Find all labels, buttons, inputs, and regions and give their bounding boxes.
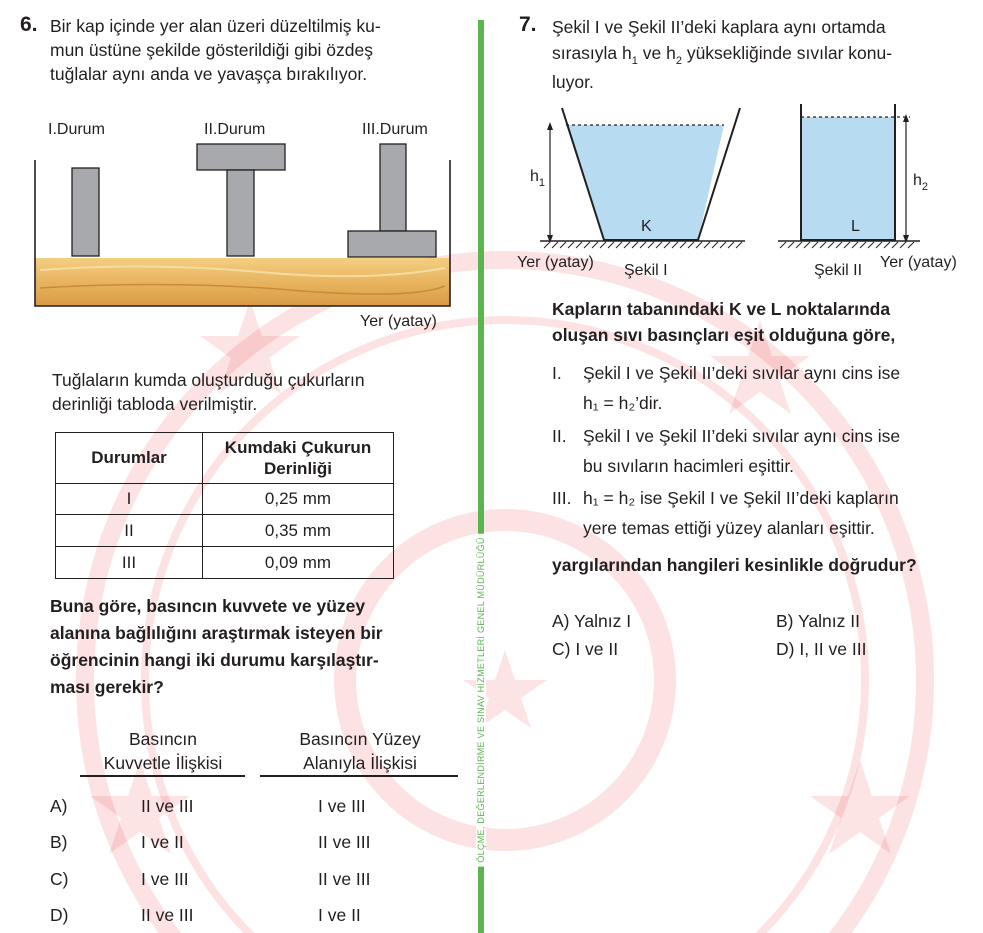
table-cell-case: II bbox=[56, 515, 203, 547]
question-6-number: 6. bbox=[20, 13, 38, 36]
sand-container-figure bbox=[30, 140, 455, 312]
h2-label-main: h bbox=[913, 172, 922, 189]
table-header-depth bbox=[203, 433, 394, 484]
table-intro bbox=[52, 368, 365, 416]
q6-line-3: tuğlalar aynı anda ve yavaşça bırakılıyor. bbox=[50, 64, 368, 84]
question-6-prompt bbox=[50, 593, 383, 701]
table-intro-line-1: Tuğlaların kumda oluşturduğu çukurların bbox=[52, 370, 365, 390]
answer-header-area-line-2: Alanıyla İlişkisi bbox=[303, 753, 417, 773]
ground-right-label: Yer (yatay) bbox=[880, 254, 957, 271]
q7-line-2-part-a: sırasıyla h bbox=[552, 43, 632, 63]
liquid-fill-2 bbox=[801, 117, 895, 240]
h1-label-sub: 1 bbox=[538, 177, 546, 189]
statement-3-line-1: h₁ = h₂ ise Şekil I ve Şekil II’deki kapların bbox=[583, 488, 899, 508]
q7-option-b[interactable]: B) Yalnız II bbox=[776, 611, 860, 631]
answer-header-force-line-1: Basıncın bbox=[128, 729, 198, 749]
q7-option-d[interactable]: D) I, II ve III bbox=[776, 639, 867, 659]
brick-case-2-top bbox=[197, 144, 285, 170]
answer-header-force bbox=[82, 727, 244, 775]
table-intro-line-2: derinliği tabloda verilmiştir. bbox=[52, 394, 258, 414]
q7-line-2-part-b: ve h bbox=[637, 43, 676, 63]
q7-condition-line-2: oluşan sıvı basınçları eşit olduğuna göre, bbox=[552, 325, 896, 345]
table-cell-case: I bbox=[56, 484, 203, 515]
option-letter: C) bbox=[50, 869, 69, 889]
statement-2-line-1: Şekil I ve Şekil II’deki sıvılar aynı cins ise bbox=[583, 426, 901, 446]
table-row bbox=[56, 484, 394, 515]
table-cell-case: III bbox=[56, 547, 203, 579]
table-header-cases: Durumlar bbox=[56, 433, 203, 484]
option-force-value: I ve III bbox=[141, 869, 189, 889]
q7-line-3: luyor. bbox=[552, 72, 594, 92]
option-area-value: I ve III bbox=[318, 796, 366, 816]
table-header-depth-line-1: Kumdaki Çukurun bbox=[224, 438, 372, 457]
option-force-value: II ve III bbox=[141, 905, 194, 925]
statement-2-line-2: bu sıvıların hacimleri eşittir. bbox=[583, 456, 795, 476]
table-header-depth-line-2: Derinliği bbox=[263, 459, 332, 478]
answer-header-area-line-1: Basıncın Yüzey bbox=[299, 729, 421, 749]
statement-3-number: III. bbox=[552, 488, 572, 508]
option-letter: B) bbox=[50, 832, 68, 852]
q6-prompt-line-3: öğrencinin hangi iki durumu karşılaştır- bbox=[50, 650, 379, 670]
sand-layer bbox=[35, 258, 450, 306]
point-l-label: L bbox=[851, 218, 860, 235]
option-letter: D) bbox=[50, 905, 69, 925]
answer-option-d[interactable] bbox=[50, 903, 450, 929]
q7-line-2 bbox=[552, 40, 892, 69]
statement-3 bbox=[552, 483, 899, 543]
question-7-text bbox=[552, 14, 892, 95]
depth-table bbox=[55, 432, 394, 579]
option-force-value: II ve III bbox=[141, 796, 194, 816]
statement-3-line-2: yere temas ettiği yüzey alanları eşittir. bbox=[583, 518, 875, 538]
option-letter: A) bbox=[50, 796, 68, 816]
option-area-value: I ve II bbox=[318, 905, 361, 925]
question-7-condition bbox=[552, 296, 895, 348]
ground-left-label: Yer (yatay) bbox=[517, 254, 594, 271]
q7-line-1: Şekil I ve Şekil II’deki kaplara aynı ortamda bbox=[552, 17, 886, 37]
question-7-prompt: yargılarından hangileri kesinlikle doğrudur? bbox=[552, 555, 917, 575]
answer-option-a[interactable] bbox=[50, 794, 450, 820]
h2-subscript: 2 bbox=[675, 55, 682, 67]
statement-2 bbox=[552, 421, 900, 481]
q6-line-1: Bir kap içinde yer alan üzeri düzeltilmiş ku- bbox=[50, 16, 381, 36]
statement-1 bbox=[552, 358, 900, 418]
q6-line-2: mun üstüne şekilde gösterildiği gibi özdeş bbox=[50, 40, 373, 60]
statement-1-number: I. bbox=[552, 363, 562, 383]
ground-label: Yer (yatay) bbox=[360, 313, 437, 330]
answer-header-force-underline bbox=[80, 775, 245, 777]
h2-label bbox=[913, 172, 929, 193]
figure-2-caption: Şekil II bbox=[814, 262, 863, 279]
statement-1-line-2: h₁ = h₂’dir. bbox=[583, 393, 663, 413]
answer-header-area-underline bbox=[260, 775, 458, 777]
statement-1-line-1: Şekil I ve Şekil II’deki sıvılar aynı cins ise bbox=[583, 363, 901, 383]
h1-label-main: h bbox=[530, 168, 539, 185]
answer-option-c[interactable] bbox=[50, 867, 450, 893]
h1-label bbox=[530, 168, 546, 189]
table-cell-depth: 0,35 mm bbox=[203, 515, 394, 547]
answer-header-force-line-2: Kuvvetle İlişkisi bbox=[103, 753, 223, 773]
h2-label-sub: 2 bbox=[921, 181, 929, 193]
divider-text: ÖLÇME, DEĞERLENDİRME VE SINAV HİZMETLERİ GENEL MÜDÜRLÜĞÜ bbox=[476, 533, 486, 866]
answer-header-area bbox=[262, 727, 458, 775]
statement-2-number: II. bbox=[552, 426, 567, 446]
option-area-value: II ve III bbox=[318, 832, 371, 852]
case-1-label: I.Durum bbox=[48, 121, 105, 138]
q6-prompt-line-4: ması gerekir? bbox=[50, 677, 164, 697]
table-cell-depth: 0,09 mm bbox=[203, 547, 394, 579]
q6-prompt-line-1: Buna göre, basıncın kuvvete ve yüzey bbox=[50, 596, 366, 616]
h1-subscript: 1 bbox=[631, 55, 638, 67]
table-row bbox=[56, 515, 394, 547]
figure-1-caption: Şekil I bbox=[624, 262, 668, 279]
option-area-value: II ve III bbox=[318, 869, 371, 889]
answer-option-b[interactable] bbox=[50, 830, 450, 856]
figure-2-rectangle-container bbox=[770, 100, 930, 250]
point-k-label: K bbox=[641, 218, 652, 235]
case-2-label: II.Durum bbox=[204, 121, 266, 138]
brick-case-3-top bbox=[380, 144, 406, 231]
q7-option-a[interactable]: A) Yalnız I bbox=[552, 611, 632, 631]
q6-prompt-line-2: alanına bağlılığını araştırmak isteyen bir bbox=[50, 623, 383, 643]
question-6-text bbox=[50, 14, 381, 86]
brick-case-2-bottom bbox=[227, 170, 254, 256]
brick-case-1 bbox=[72, 168, 99, 256]
question-7-number: 7. bbox=[519, 13, 537, 36]
q7-condition-line-1: Kapların tabanındaki K ve L noktalarında bbox=[552, 299, 891, 319]
q7-option-c[interactable]: C) I ve II bbox=[552, 639, 619, 659]
table-cell-depth: 0,25 mm bbox=[203, 484, 394, 515]
table-row bbox=[56, 547, 394, 579]
q7-line-2-part-c: yüksekliğinde sıvılar konu- bbox=[681, 43, 893, 63]
brick-case-3-bottom bbox=[348, 231, 436, 257]
option-force-value: I ve II bbox=[141, 832, 184, 852]
case-3-label: III.Durum bbox=[362, 121, 428, 138]
